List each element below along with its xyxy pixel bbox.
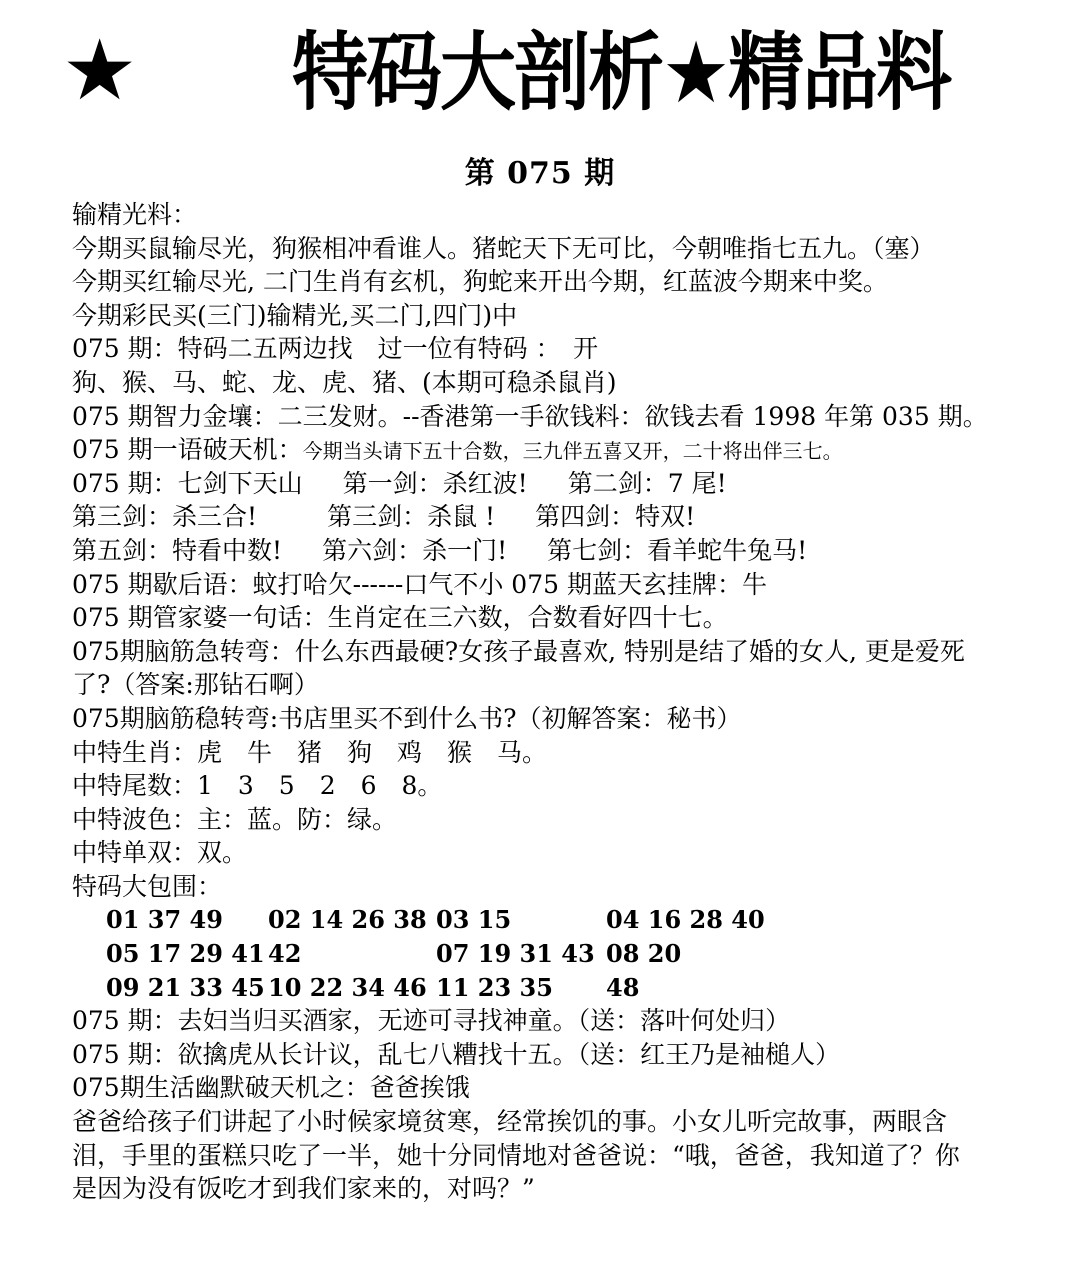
text-line: 075期脑筋急转弯：什么东西最硬?女孩子最喜欢, 特别是结了婚的女人, 更是爱死 <box>72 636 965 666</box>
text-segment: 075 期：七剑下天山 <box>72 468 303 498</box>
text-line <box>72 433 1062 467</box>
number-group: 11 23 35 <box>436 972 553 1002</box>
text-line: 075 期歇后语：蚊打哈欠------口气不小 075 期蓝天玄挂牌：牛 <box>72 569 767 599</box>
text-line: 075 期管家婆一句话：生肖定在三六数，合数看好四十七。 <box>72 603 728 633</box>
text-segment: 第三剑：杀鼠 ! <box>327 502 496 532</box>
article-body <box>72 198 1062 1206</box>
number-group: 01 37 49 <box>106 905 223 935</box>
text-line: 075期生活幽默破天机之：爸爸挨饿 <box>72 1073 470 1103</box>
text-segment: 第二剑：7 尾! <box>567 468 727 498</box>
text-line: 075 期：特码二五两边找 过一位有特码 ： 开 <box>72 334 599 364</box>
text-line: 爸爸给孩子们讲起了小时候家境贫寒，经常挨饥的事。小女儿听完故事，两眼含 <box>72 1107 948 1137</box>
number-group: 04 16 28 40 <box>606 905 765 935</box>
text-segment: 第三剑：杀三合! <box>72 502 258 532</box>
number-row <box>106 937 1062 971</box>
text-segment: 第四剑：特双! <box>535 502 696 532</box>
text-line: 今期买鼠输尽光，狗猴相冲看谁人。猪蛇天下无可比，今朝唯指七五九。（塞） <box>72 233 935 263</box>
number-group: 07 19 31 43 <box>436 939 595 969</box>
text-line: 075 期：去妇当归买酒家，无迹可寻找神童。（送：落叶何处归） <box>72 1006 791 1036</box>
text-line: 是因为没有饭吃才到我们家来的，对吗？” <box>72 1174 535 1204</box>
text-line: 今期彩民买(三门)输精光,买二门,四门)中 <box>72 300 518 330</box>
number-group: 02 14 26 38 <box>268 905 427 935</box>
text-line <box>72 467 1062 501</box>
text-segment: 第六剑：杀一门! <box>322 535 508 565</box>
text-segment: 第七剑：看羊蛇牛兔马! <box>547 535 808 565</box>
text-line: 中特尾数：1 3 5 2 6 8。 <box>72 771 443 801</box>
text-line: 泪，手里的蛋糕只吃了一半，她十分同情地对爸爸说：“哦，爸爸，我知道了？你 <box>72 1140 960 1170</box>
text-line: 特码大包围： <box>72 871 223 901</box>
number-group: 10 22 34 46 <box>268 972 427 1002</box>
number-row <box>106 971 1062 1005</box>
text-line <box>72 534 1062 568</box>
banner-title: 特码大剖析★精品料 <box>292 22 951 123</box>
number-group: 03 15 <box>436 905 512 935</box>
text-segment: 第一剑：杀红波! <box>342 468 528 498</box>
text-line: 075 期：欲擒虎从长计议，乱七八糟找十五。（送：红王乃是袖槌人） <box>72 1039 841 1069</box>
number-group: 05 17 29 41 <box>106 939 265 969</box>
number-group: 08 20 <box>606 939 682 969</box>
number-group: 42 <box>268 939 302 969</box>
text-line: 狗、猴、马、蛇、龙、虎、猪、(本期可稳杀鼠肖) <box>72 367 617 397</box>
number-group: 09 21 33 45 <box>106 972 265 1002</box>
text-line: 075 期智力金壤：二三发财。--香港第一手欲钱料：欲钱去看 1998 年第 035 期。 <box>72 401 988 431</box>
star-icon: ★ <box>62 21 138 119</box>
text-line: 中特生肖：虎 牛 猪 狗 鸡 猴 马。 <box>72 737 548 767</box>
text-line: 输精光料： <box>72 200 198 229</box>
text-line: 今期买红输尽光, 二门生肖有玄机，狗蛇来开出今期，红蓝波今期来中奖。 <box>72 267 888 297</box>
text-line: 中特单双：双。 <box>72 838 248 868</box>
text-segment: 第五剑：特看中数! <box>72 535 283 565</box>
text-line: 中特波色：主：蓝。防：绿。 <box>72 804 398 834</box>
issue-title: 第 075 期 <box>464 156 616 191</box>
number-row <box>106 903 1062 937</box>
text-value: 今期当头请下五十合数，三九伴五喜又开，二十将出伴三七。 <box>302 439 843 464</box>
number-grid <box>72 903 1062 1004</box>
number-group: 48 <box>606 972 640 1002</box>
header-banner <box>0 20 1080 130</box>
text-label: 075 期一语破天机： <box>72 435 303 465</box>
text-line: 075期脑筋稳转弯:书店里买不到什么书?（初解答案：秘书） <box>72 703 742 733</box>
text-line <box>72 500 1062 534</box>
text-line: 了?（答案:那钻石啊） <box>72 670 319 700</box>
